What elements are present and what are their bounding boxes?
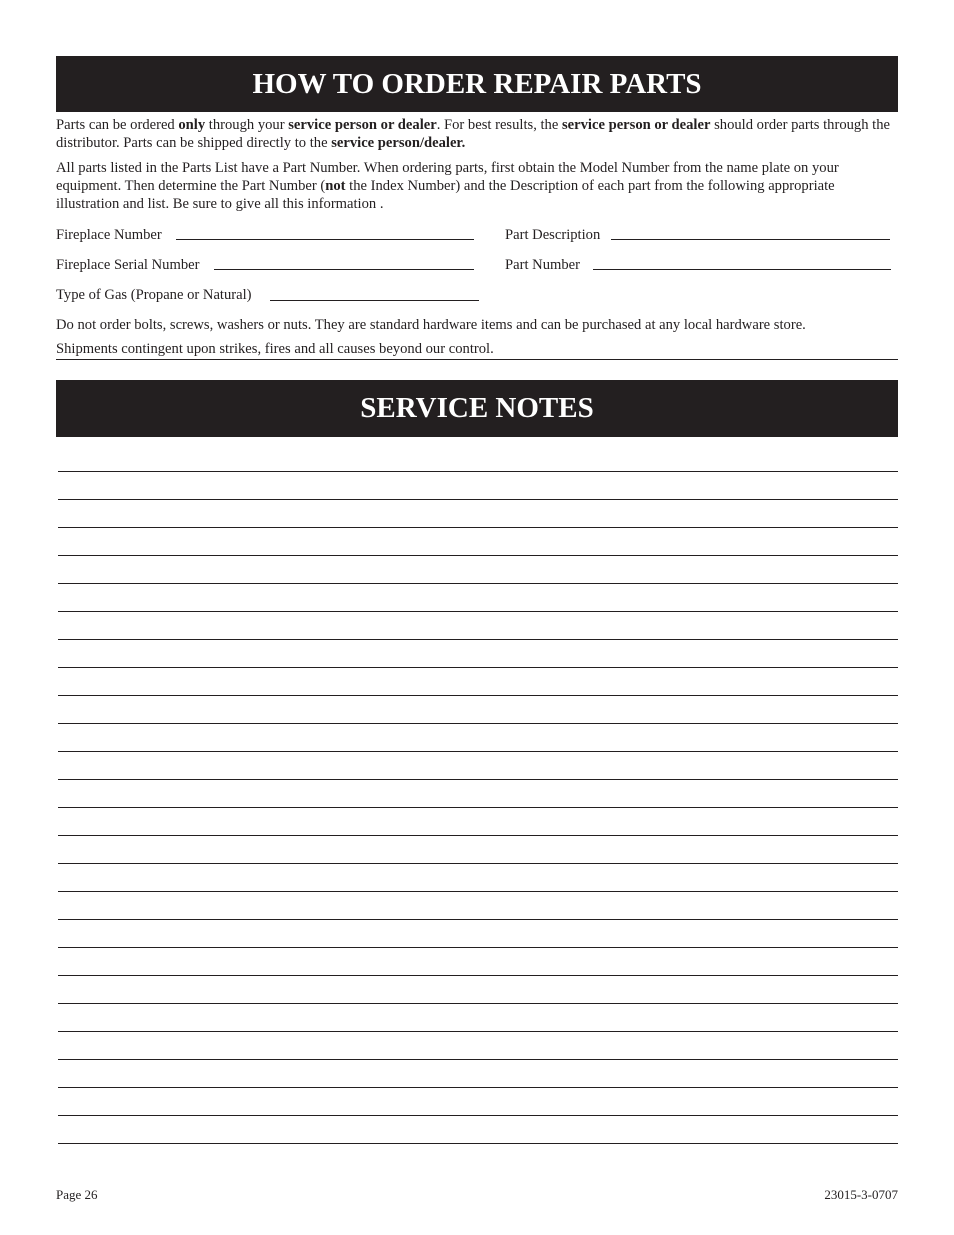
part-description-label: Part Description (505, 227, 601, 243)
note-line[interactable] (58, 555, 898, 556)
note-line[interactable] (58, 891, 898, 892)
text-run: through your (205, 117, 289, 133)
text-run: the Index Number) and the Description of each part from the following appropriate illustration and list. Be sure to give all this information . (56, 178, 835, 212)
note-line[interactable] (58, 751, 898, 752)
text-run: All parts listed in the Parts List have a Part Number. When ordering parts, first obtain the Model Number from the name plate on your equipment. Then determine the Part Number ( (56, 160, 839, 194)
fireplace-serial-number-label: Fireplace Serial Number (56, 257, 200, 273)
bold-run: only (178, 117, 206, 133)
type-of-gas-line[interactable] (270, 300, 479, 301)
note-line[interactable] (58, 639, 898, 640)
fireplace-number-line[interactable] (176, 239, 474, 240)
fireplace-serial-number-line[interactable] (214, 269, 474, 270)
note-line[interactable] (58, 1031, 898, 1032)
note-line[interactable] (58, 695, 898, 696)
part-number-instructions-paragraph (56, 159, 901, 213)
note-line[interactable] (58, 947, 898, 948)
note-line[interactable] (58, 499, 898, 500)
note-line[interactable] (58, 1143, 898, 1144)
note-line[interactable] (58, 807, 898, 808)
bold-run: service person or dealer (561, 117, 711, 133)
repair-parts-heading: HOW TO ORDER REPAIR PARTS (56, 56, 898, 112)
note-line[interactable] (58, 611, 898, 612)
note-line[interactable] (58, 1087, 898, 1088)
text-run: Parts can be ordered (56, 117, 179, 133)
type-of-gas-label: Type of Gas (Propane or Natural) (56, 287, 252, 303)
bold-run: service person or dealer (288, 117, 437, 133)
part-number-label: Part Number (505, 257, 580, 273)
note-line[interactable] (58, 471, 898, 472)
note-line[interactable] (58, 1059, 898, 1060)
text-run: should order parts through the distributor. Parts can be shipped directly to the (56, 117, 891, 151)
note-line[interactable] (58, 1115, 898, 1116)
service-notes-heading: SERVICE NOTES (56, 380, 898, 437)
note-line[interactable] (58, 975, 898, 976)
note-line[interactable] (58, 835, 898, 836)
note-line[interactable] (58, 667, 898, 668)
hardware-note: Do not order bolts, screws, washers or nuts. They are standard hardware items and can be purchased at any local hardware store. (56, 317, 806, 333)
note-line[interactable] (58, 527, 898, 528)
page-number: Page 26 (56, 1187, 98, 1202)
note-line[interactable] (58, 723, 898, 724)
document-code: 23015-3-0707 (824, 1187, 898, 1202)
part-number-line[interactable] (593, 269, 891, 270)
note-line[interactable] (58, 863, 898, 864)
text-run: . For best results, the (436, 117, 562, 133)
note-line[interactable] (58, 919, 898, 920)
note-line[interactable] (58, 1003, 898, 1004)
shipments-note: Shipments contingent upon strikes, fires and all causes beyond our control. (56, 341, 494, 357)
note-line[interactable] (58, 583, 898, 584)
section-divider (56, 359, 898, 360)
part-description-line[interactable] (611, 239, 890, 240)
ordering-instructions-paragraph (56, 116, 901, 152)
fireplace-number-label: Fireplace Number (56, 227, 162, 243)
note-line[interactable] (58, 779, 898, 780)
bold-run: not (325, 178, 346, 194)
bold-run: service person/dealer. (331, 135, 466, 151)
